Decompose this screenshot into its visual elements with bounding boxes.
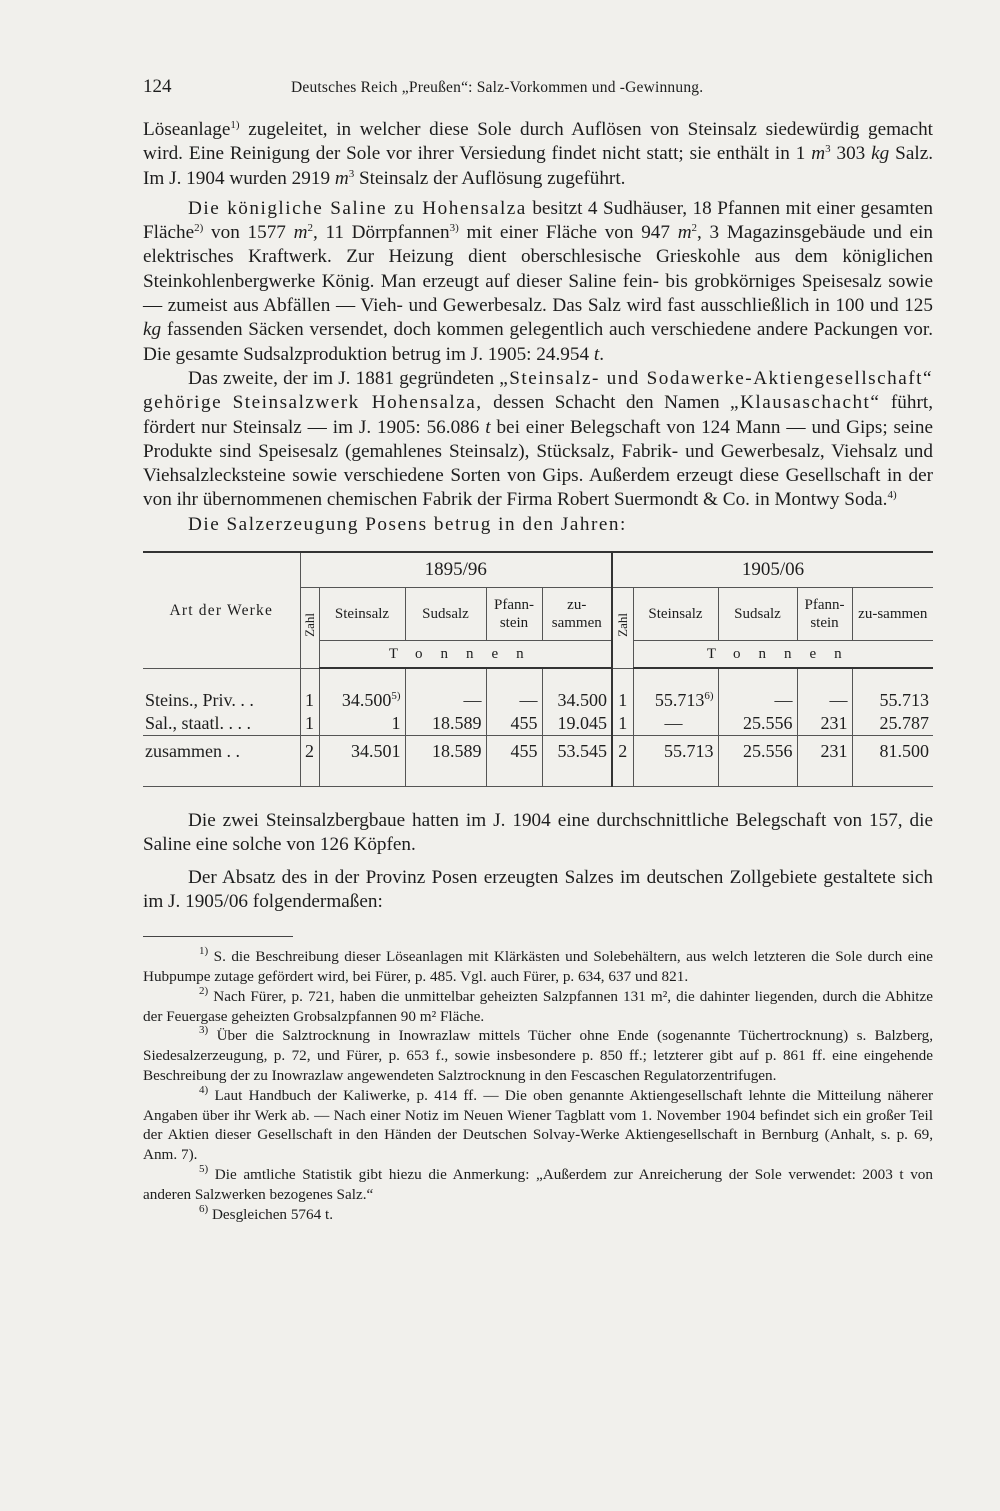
cell: 55.713: [633, 736, 718, 767]
cell: 34.500$^{5)}$: [319, 668, 405, 712]
cell: 55.713$^{6)}$: [633, 668, 718, 712]
table-row-spacer: [143, 766, 933, 787]
cell: 55.713: [852, 668, 933, 712]
paragraph-6: Der Absatz des in der Provinz Posen erzeugten Salzes im deutschen Zollgebiete gestaltete sich im J. 1905/06 folgendermaßen:: [143, 866, 933, 912]
footnote-2: $^{2)}$ Nach Fürer, p. 721, haben die unmittelbar geheizten Salzpfannen 131 m², die dahinter liegenden, durch die Abhitze der Feuergase geheizten Grobsalzpfannen 90 m² Fläche.: [143, 984, 934, 1025]
column-header-art: Art der Werke: [143, 552, 300, 668]
paragraph-2: Die königliche Saline zu Hohensalza besitzt 4 Sudhäuser, 18 Pfannen mit einer gesamten Fläche$^{2)}$ von 1577 $m^2$, 11 Dörrpfannen$^{3)}$ mit einer Fläche von 947 $m^2$, 3 Magazinsgebäude und ein elektrisches Kraftwerk. Zur Heizung dient oberschlesische Grieskohle aus dem königlichen Steinkohlenbergwerke König. Man erzeugt auf dieser Saline fein- bis grobkörniges Speisesalz sowie — zumeist aus Abfällen — Vieh- und Gewerbesalz. Das Salz wird fast ausschließlich in 100 und 125 kg fassenden Säcken versendet, doch kommen gelegentlich auch verschiedene andere Packungen vor. Die gesamte Sudsalzproduktion betrug im J. 1905: 24.954 t.: [143, 197, 933, 365]
footnote-rule: [143, 936, 293, 937]
cell: 2: [300, 736, 319, 767]
column-header-sudsalz: Sudsalz: [718, 588, 797, 641]
page-number: 124: [143, 76, 172, 97]
salt-production-table: [143, 551, 933, 787]
cell: —: [633, 712, 718, 736]
footnote-4: $^{4)}$ Laut Handbuch der Kaliwerke, p. 414 ff. — Die oben genannte Aktiengesellschaft lehnte die Mitteilung näherer Angaben über ihr Werk ab. — Nach einer Notiz im Neuen Wiener Tagblatt vom 1. November 1904 befindet sich ein großer Teil der Aktien dieser Gesellschaft in den Händen der Deutschen Solvay-Werke Aktiengesellschaft in Bernburg (Anhalt, s. p. 69, Anm. 7).: [143, 1083, 934, 1164]
cell: 34.501: [319, 736, 405, 767]
table-row: [143, 668, 933, 712]
column-header-steinsalz: Steinsalz: [633, 588, 718, 641]
row-label: zusammen . .: [143, 736, 300, 767]
cell: —: [405, 668, 486, 712]
column-header-sudsalz: Sudsalz: [405, 588, 486, 641]
unit-row: Tonnen: [633, 641, 933, 669]
cell: 25.556: [718, 712, 797, 736]
cell: 18.589: [405, 736, 486, 767]
column-header-zusammen: zu-sammen: [852, 588, 933, 641]
footnote-3: $^{3)}$ Über die Salztrocknung in Inowrazlaw mittels Tücher ohne Ende (sogenannte Tüchertrocknung) s. Balzberg, Siedesalzerzeugung, p. 72, und Fürer, p. 653 f., sowie insbesondere p. 850 ff.; letzterer gibt auf p. 861 ff. eine eingehende Beschreibung der zu Inowrazlaw angewendeten Salztrocknung in den Fescaschen Regulatorzentrifugen.: [143, 1024, 934, 1085]
column-header-zahl: Zahl: [300, 588, 319, 669]
cell: 231: [797, 712, 852, 736]
table-row: [143, 712, 933, 736]
page-header: [143, 76, 933, 102]
cell: 25.556: [718, 736, 797, 767]
column-header-zahl: Zahl: [612, 588, 633, 669]
row-label: Sal., staatl. . . .: [145, 713, 251, 734]
footnote-1: $^{1)}$ S. die Beschreibung dieser Löseanlagen mit Klärkästen und Solebehältern, aus welch letzteren die Sole durch eine Hubpumpe zutage gefördert wird, bei Fürer, p. 485. Vgl. auch Fürer, p. 634, 637 und 821.: [143, 945, 933, 986]
column-header-pfannstein: Pfann-stein: [797, 588, 852, 641]
paragraph-4: Die Salzerzeugung Posens betrug in den Jahren:: [188, 513, 627, 535]
cell: 19.045: [542, 712, 612, 736]
cell: —: [718, 668, 797, 712]
paragraph-3: Das zweite, der im J. 1881 gegründeten „Steinsalz- und Sodawerke-Aktiengesellschaft“ gehörige Steinsalzwerk Hohensalza, dessen Schacht den Namen „Klausaschacht“ führt, fördert nur Steinsalz — im J. 1905: 56.086 t bei einer Belegschaft von 124 Mann — und Gips; seine Produkte sind Speisesalz (gemahlenes Steinsalz), Stücksalz, Fabrik- und Gewerbesalz, Viehsalz und Viehsalzlecksteine sowie verschiedene Sorten von Gips. Außerdem erzeugt diese Gesellschaft in der von ihr übernommenen chemischen Fabrik der Firma Robert Suermondt & Co. in Montwy Soda.$^{4)}$: [143, 367, 934, 511]
row-label: Steins., Priv. . .: [145, 689, 254, 710]
cell: —: [797, 668, 852, 712]
cell: 1: [300, 712, 319, 736]
cell: 53.545: [542, 736, 612, 767]
table-row-total: [143, 736, 933, 767]
cell: 34.500: [542, 668, 612, 712]
cell: 25.787: [852, 712, 933, 736]
paragraph-1: Löseanlage$^{1)}$ zugeleitet, in welcher diese Sole durch Auflösen von Steinsalz siedewürdig gemacht wird. Eine Reinigung der Sole vor ihrer Versiedung findet nicht statt; sie enthält in 1 $m^3$ 303 kg Salz. Im J. 1904 wurden 2919 $m^3$ Steinsalz der Auflösung zugeführt.: [143, 119, 934, 189]
cell: 455: [486, 736, 542, 767]
running-head: Deutsches Reich „Preußen“: Salz-Vorkommen und -Gewinnung.: [291, 79, 704, 96]
cell: —: [486, 668, 542, 712]
column-header-steinsalz: Steinsalz: [319, 588, 405, 641]
cell: 455: [486, 712, 542, 736]
cell: 81.500: [852, 736, 933, 767]
column-header-pfannstein: Pfann-stein: [486, 588, 542, 641]
paragraph-5: Die zwei Steinsalzbergbaue hatten im J. 1904 eine durchschnittliche Belegschaft von 157, die Saline eine solche von 126 Köpfen.: [143, 810, 933, 856]
period-1895-96: 1895/96: [300, 552, 612, 588]
cell: 18.589: [405, 712, 486, 736]
cell: 2: [612, 736, 633, 767]
period-1905-06: 1905/06: [612, 552, 933, 588]
cell: 1: [300, 668, 319, 712]
unit-row: Tonnen: [319, 641, 612, 669]
cell: 1: [612, 712, 633, 736]
cell: 231: [797, 736, 852, 767]
footnote-6: $^{6)}$ Desgleichen 5764 t.: [199, 1202, 334, 1223]
cell: 1: [319, 712, 405, 736]
cell: 1: [612, 668, 633, 712]
page-body: [143, 118, 933, 1224]
column-header-zusammen: zu-sammen: [542, 588, 612, 641]
footnote-5: $^{5)}$ Die amtliche Statistik gibt hiezu die Anmerkung: „Außerdem zur Anreicherung der Sole verwendet: 2003 t von anderen Salzwerken bezogenes Salz.“: [143, 1163, 933, 1203]
